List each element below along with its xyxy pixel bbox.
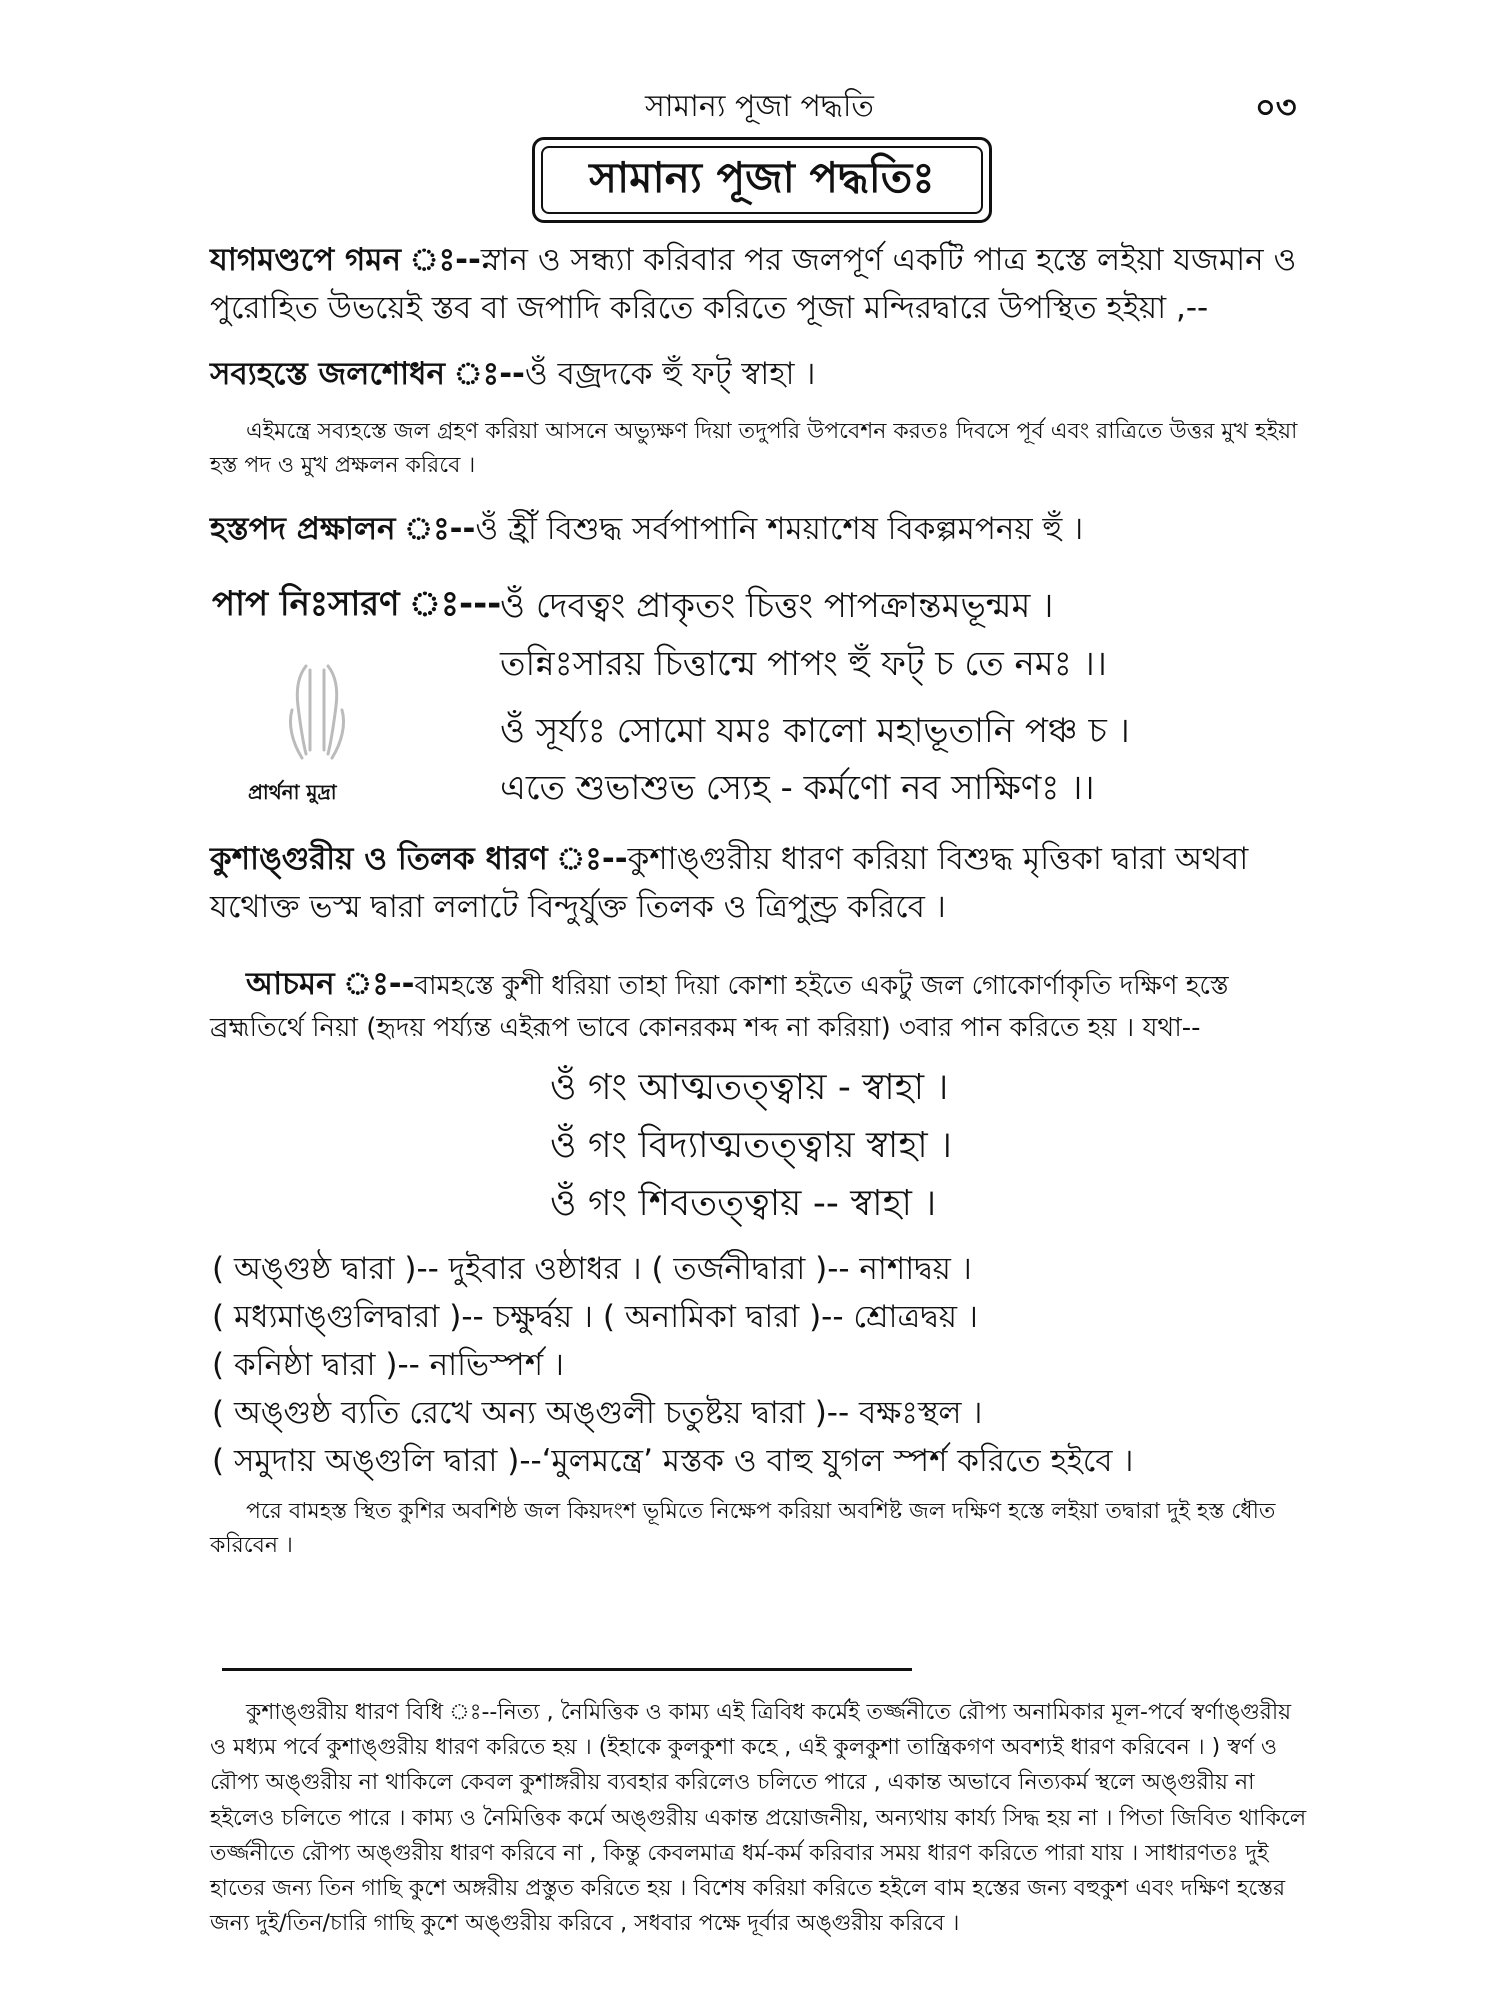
touch-line: ( অঙ্গুষ্ঠ ব্যতি রেখে অন্য অঙ্গুলী চতুষ্টয় দ্বারা )-- বক্ষঃস্থল । xyxy=(212,1395,983,1431)
achaman-mantra: ওঁ গং আত্মতত্ত্বায় - স্বাহা । xyxy=(550,1067,949,1108)
papa-verse-line: ওঁ দেবত্বং প্রাকৃতং চিত্তং পাপক্রান্তমভূন্মম । xyxy=(500,586,1054,626)
touch-line: ( সমুদায় অঙ্গুলি দ্বারা )--‘মুলমন্ত্রে’ মস্তক ও বাহু যুগল স্পর্শ করিতে হইবে । xyxy=(212,1443,1134,1479)
footnote: কুশাঙ্গুরীয় ধারণ বিধি ঃ--নিত্য , নৈমিত্তিক ও কাম্য এই ত্রিবিধ কর্মেই তর্জ্জনীতে রৌপ্য অনামিকার মূল-পর্বে স্বর্ণাঙ্গুরীয় ও মধ্যম পর্বে কুশাঙ্গুরীয় ধারণ করিতে হয় । (ইহাকে কুলকুশা কহে , এই কুলকুশা তান্ত্রিকগণ অবশ্যই ধারণ করিবেন । ) স্বর্ণ ও রৌপ্য অঙ্গুরীয় না থাকিলে কেবল কুশাঙ্গরীয় ব্যবহার করিলেও চলিতে পারে , একান্ত অভাবে নিত্যকর্ম স্থলে অঙ্গুরীয় না হইলেও চলিতে পারে । কাম্য ও নৈমিত্তিক কর্মে অঙ্গুরীয় একান্ত প্রয়োজনীয়, অন্যথায় কার্য্য সিদ্ধ হয় না । পিতা জিবিত থাকিলে তর্জ্জনীতে রৌপ্য অঙ্গুরীয় ধারণ করিবে না , কিন্তু কেবলমাত্র ধর্ম-কর্ম করিবার সময় ধারণ করিতে পারা যায় । সাধারণতঃ দুই হাতের জন্য তিন গাছি কুশে অঙ্গরীয় প্রস্তুত করিতে হয় । বিশেষ করিয়া করিতে হইলে বাম হস্তের জন্য বহুকুশ এবং দক্ষিণ হস্তের জন্য দুই/তিন/চারি গাছি কুশে অঙ্গুরীয় করিবে , সধবার পক্ষে দূর্বার অঙ্গুরীয় করিবে । xyxy=(210,1700,1307,1937)
yagamandape-heading: যাগমণ্ডপে গমন ঃ-- xyxy=(210,242,481,278)
achaman-text: বামহস্তে কুশী ধরিয়া তাহা দিয়া কোশা হইতে একটু জল গোকোর্ণাকৃতি দক্ষিণ হস্তে ব্রহ্মতির্থে নিয়া (হৃদয় পর্য্যন্ত এইরূপ ভাবে কোনরকম শব্দ না করিয়া) ৩বার পান করিতে হয় । যথা-- xyxy=(210,971,1229,1044)
section-achaman xyxy=(210,960,1310,1048)
page-number: ০৩ xyxy=(1255,88,1297,126)
papa-heading: পাপ নিঃসারণ ঃ--- xyxy=(212,584,502,624)
yagamandape-text: স্নান ও সন্ধ্যা করিবার পর জলপূর্ণ একটি পাত্র হস্তে লইয়া যজমান ও পুরোহিত উভয়েই স্তব বা জপাদি করিতে করিতে পূজা মন্দিরদ্বারে উপস্থিত হইয়া ,-- xyxy=(210,242,1297,327)
jalashodhan-note: এইমন্ত্রে সব্যহস্তে জল গ্রহণ করিয়া আসনে অভ্যুক্ষণ দিয়া তদুপরি উপবেশন করতঃ দিবসে পূর্ব এবং রাত্রিতে উত্তর মুখ হইয়া হস্ত পদ ও মুখ প্রক্ষলন করিবে । xyxy=(210,419,1298,479)
hastapad-heading: হস্তপদ প্রক্ষালন ঃ-- xyxy=(210,511,476,547)
page-title: সামান্য পূজা পদ্ধতিঃ xyxy=(541,146,983,214)
after-paragraph: পরে বামহস্ত স্থিত কুশির অবশিষ্ঠ জল কিয়দংশ ভূমিতে নিক্ষেপ করিয়া অবশিষ্ট জল দক্ষিণ হস্তে লইয়া তদ্বারা দুই হস্ত ধৌত করিবেন । xyxy=(210,1499,1276,1559)
jalashodhan-heading: সব্যহস্তে জলশোধন ঃ-- xyxy=(210,356,525,392)
papa-verse-line: ওঁ সূর্য্যঃ সোমো যমঃ কালো মহাভূতানি পঞ্চ চ । xyxy=(500,711,1130,751)
touch-line: ( মধ্যমাঙ্গুলিদ্বারা )-- চক্ষুর্দ্বয় । ( অনামিকা দ্বারা )-- শ্রোত্রদ্বয় । xyxy=(212,1299,978,1335)
prayer-mudra-icon xyxy=(258,650,376,768)
section-hastapad xyxy=(210,505,1310,553)
achaman-heading: আচমন ঃ-- xyxy=(246,966,415,1002)
mudra-caption: প্রার্থনা মুদ্রা xyxy=(248,780,337,804)
section-jalashodhan xyxy=(210,350,1310,398)
title-frame xyxy=(532,137,992,223)
running-title: সামান্য পূজা পদ্ধতি xyxy=(645,89,874,124)
page-header xyxy=(0,82,1500,126)
footnote-divider xyxy=(222,1668,912,1671)
hastapad-mantra: ওঁ হ্রীঁ বিশুদ্ধ সর্বপাপানি শময়াশেষ বিকল্পমপনয় হুঁ । xyxy=(475,511,1084,547)
jalashodhan-mantra: ওঁ বজ্রদকে হুঁ ফট্ স্বাহা । xyxy=(524,356,816,392)
achaman-mantra: ওঁ গং বিদ্যাত্মতত্ত্বায় স্বাহা । xyxy=(550,1125,953,1166)
kusha-heading: কুশাঙ্গুরীয় ও তিলক ধারণ ঃ-- xyxy=(210,841,628,877)
achaman-mantra: ওঁ গং শিবতত্ত্বায় -- স্বাহা । xyxy=(550,1183,937,1224)
section-yagamandape xyxy=(210,236,1310,332)
papa-verse-line: এতে শুভাশুভ স্যেহ - কর্মণো নব সাক্ষিণঃ ।। xyxy=(500,768,1095,808)
kusha-text: কুশাঙ্গুরীয় ধারণ করিয়া বিশুদ্ধ মৃত্তিকা দ্বারা অথবা যথোক্ত ভস্ম দ্বারা ললাটে বিন্দুর্যুক্ত তিলক ও ত্রিপুণ্ড্র করিবে । xyxy=(210,841,1249,926)
section-kusha xyxy=(210,835,1310,931)
touch-line: ( কনিষ্ঠা দ্বারা )-- নাভিস্পর্শ । xyxy=(212,1347,564,1383)
papa-verse-line: তন্নিঃসারয় চিত্তান্মে পাপং হুঁ ফট্ চ তে নমঃ ।। xyxy=(500,644,1107,684)
touch-line: ( অঙ্গুষ্ঠ দ্বারা )-- দুইবার ওষ্ঠাধর । ( তর্জনীদ্বারা )-- নাশাদ্বয় । xyxy=(212,1251,972,1287)
